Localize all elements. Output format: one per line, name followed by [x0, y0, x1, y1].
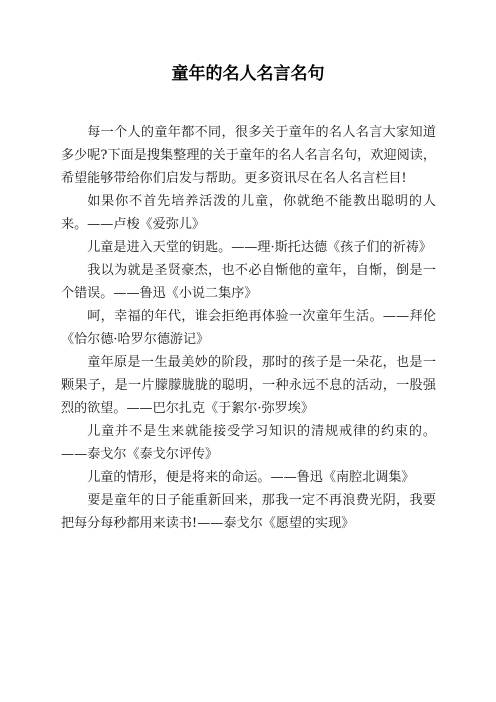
quote-paragraph: 要是童年的日子能重新回来，那我一定不再浪费光阴，我要把每分每秒都用来读书!——泰戈尔《愿望的实现》	[61, 493, 436, 531]
quote-paragraph: 儿童的情形，便是将来的命运。——鲁迅《南腔北调集》	[87, 470, 415, 485]
page-title: 童年的名人名言名句	[171, 64, 325, 84]
quote-paragraph: 童年原是一生最美妙的阶段，那时的孩子是一朵花，也是一颗果子，是一片朦朦胧胧的聪明，一种永远不息的活动，一股强烈的欲望。——巴尔扎克《于絮尔·弥罗埃》	[61, 355, 436, 416]
quote-paragraph: 呵，幸福的年代，谁会拒绝再体验一次童年生活。——拜伦《恰尔德·哈罗尔德游记》	[61, 309, 436, 347]
quote-paragraph: 如果你不首先培养活泼的儿童，你就绝不能教出聪明的人来。——卢梭《爱弥儿》	[61, 194, 436, 232]
quote-paragraph: 我以为就是圣贤豪杰，也不必自惭他的童年，自惭，倒是一个错误。——鲁迅《小说二集序》	[61, 263, 436, 301]
quote-paragraph: 儿童并不是生来就能接受学习知识的清规戒律的约束的。——泰戈尔《泰戈尔评传》	[61, 424, 436, 462]
intro-paragraph: 每一个人的童年都不同，很多关于童年的名人名言大家知道多少呢?下面是搜集整理的关于童年的名人名言名句，欢迎阅读，希望能够带给你们启发与帮助。更多资讯尽在名人名言栏目!	[61, 125, 436, 186]
document-body	[61, 121, 436, 535]
quote-paragraph: 儿童是进入天堂的钥匙。——理·斯托达德《孩子们的祈祷》	[87, 240, 432, 255]
